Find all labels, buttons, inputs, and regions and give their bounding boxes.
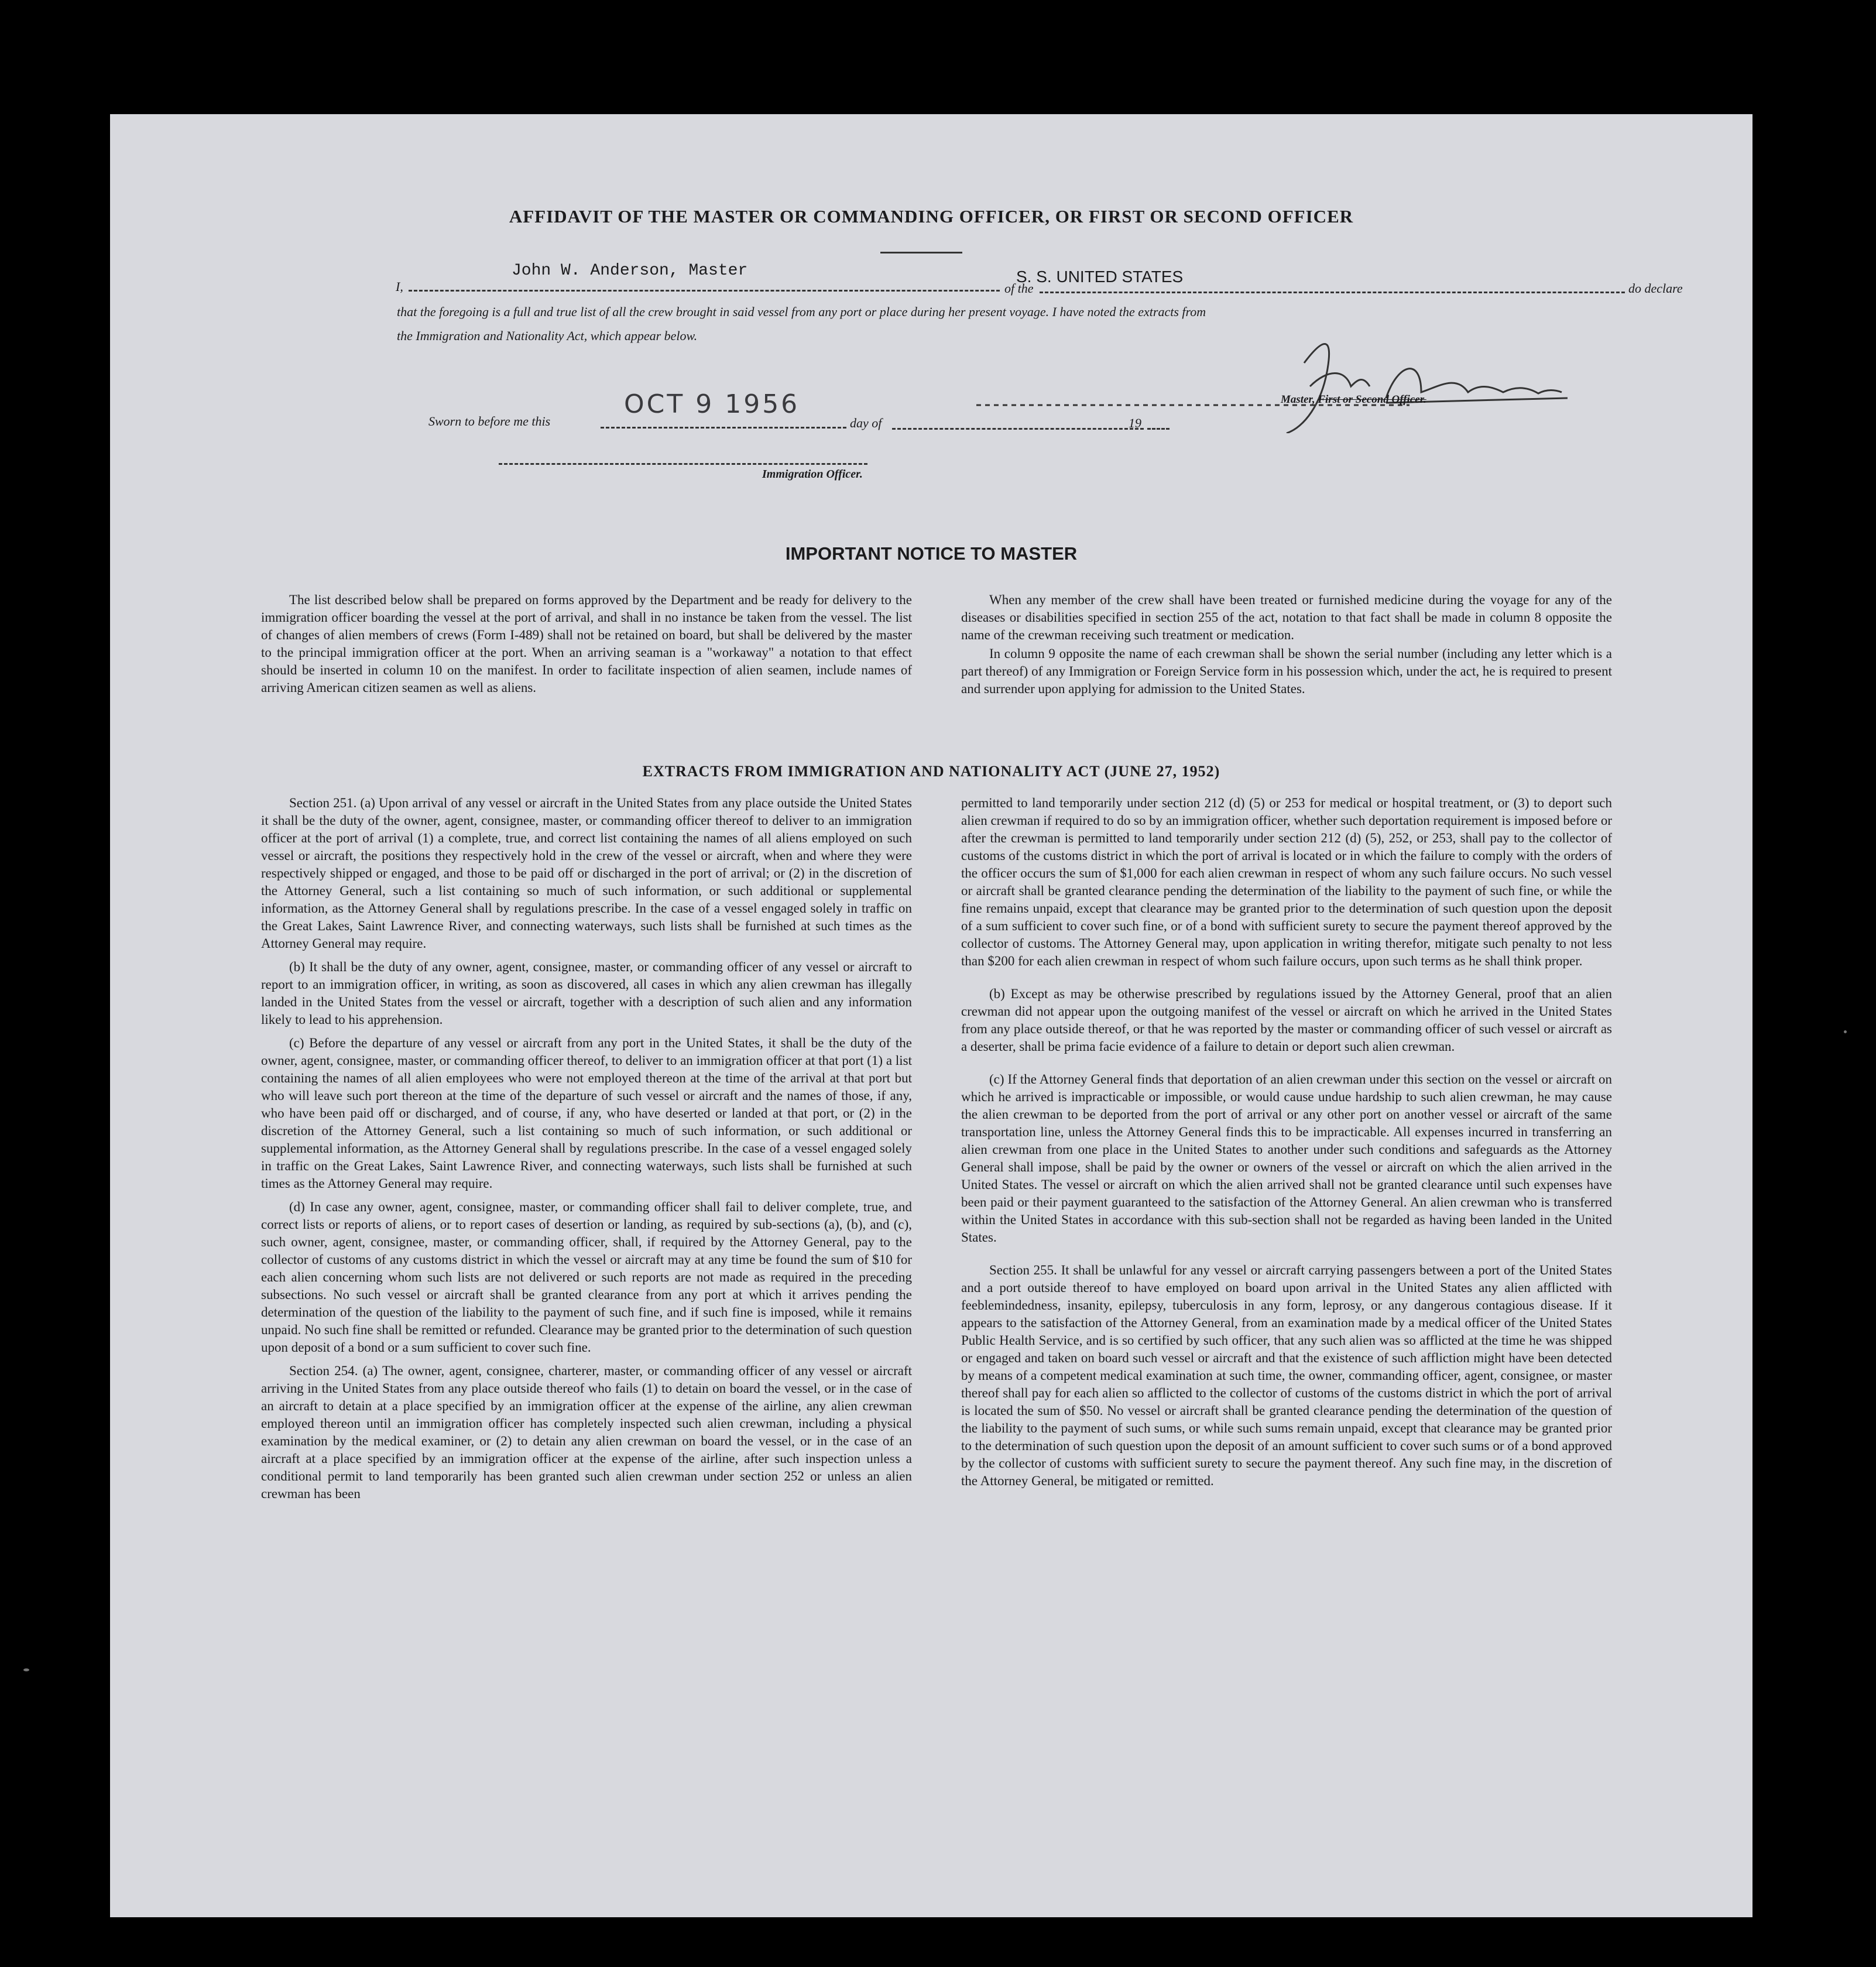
- document-page: [110, 114, 1752, 1917]
- year-label: 19: [1129, 416, 1141, 430]
- extract-section-254c: (c) If the Attorney General finds that deportation of an alien crewman under this section on the vessel or aircraft on which he arrived is impracticable or impossible, or would cause undue hardship to such alien crewman, he may cause the alien crewman to be deported from the port of arrival or any other port on another vessel or aircraft of the same transportation line, unless the Attorney General finds this to be impracticable. All expenses incurred in transferring an alien crewman from one place in the United States to another under such conditions and safeguards as the Attorney General shall impose, shall be paid by the owner or owners of the vessel or aircraft on which the alien arrived in the United States. The vessel or aircraft on which the alien arrived shall not be granted clearance until such expenses have been paid or their payment guaranteed to the satisfaction of the Attorney General. An alien crewman who is transferred within the United States in accordance with this sub-section shall not be regarded as having been landed in the United States.: [961, 1072, 1612, 1245]
- immigration-officer-label: Immigration Officer.: [762, 468, 863, 481]
- signature-caption: [1281, 393, 1426, 406]
- scan-speck: [23, 1668, 29, 1671]
- extract-section-255: Section 255. It shall be unlawful for any vessel or aircraft carrying passengers between a port of the United States and a port outside thereof to have employed on board upon arrival in the United States any alien afflicted with feeblemindedness, insanity, epilepsy, tuberculosis in any form, leprosy, or any dangerous contagious disease. If it appears to the satisfaction of the Attorney General, from an examination made by a medical officer of the United States Public Health Service, and is so certified by such officer, that any such alien was so afflicted at the time he was shipped or engaged and taken on board such vessel or aircraft and that the existence of such affliction might have been detected by means of a competent medical examination at such time, the owner, commanding officer, agent, consignee, or master thereof shall pay for each alien so afflicted to the collector of customs of the customs district in which the port of arrival is located the sum of $50. No vessel or aircraft shall be granted clearance pending the determination of the question of the liability to the payment of such sums, or while such sums remain unpaid, except that clearance may be granted prior to the determination of such question upon the deposit of an amount sufficient to cover such sums or of a bond approved by the collector of customs with sufficient surety to secure the payment thereof. Any such fine may, in the discretion of the Attorney General, be mitigated or remitted.: [961, 1263, 1612, 1488]
- extracts-right-column: [961, 794, 1612, 1496]
- notice-left-paragraph: The list described below shall be prepared on forms approved by the Department and be ready for delivery to the immigration officer boarding the vessel at the port of arrival, and shall in no instance be taken from the vessel. The list of changes of alien members of crews (Form I-489) shall not be retained on board, but shall be delivered by the master to the principal immigration officer at the port. When an arriving seaman is a "workaway" a notation to that effect should be inserted in column 10 on the manifest. In order to facilitate inspection of alien seamen, include names of arriving American citizen seamen as well as aliens.: [261, 592, 912, 695]
- extract-section-251c: (c) Before the departure of any vessel or aircraft from any port in the United States, it shall be the duty of the owner, agent, consignee, master, or commanding officer thereof, to deliver to an immigration officer at that port (1) a list containing the names of all alien employees who were not employed thereon at the time of the arrival at that port but who will leave such port thereon at the time of the departure of such vessel or aircraft and the names of those, if any, who have been paid off or discharged, and of course, if any, who have deserted or landed at that port, or (2) in the discretion of the Attorney General, such a list containing so much of such information, or such additional or supplemental information, as the Attorney General shall by regulations prescribe. In the case of a vessel engaged solely in traffic on the Great Lakes, Saint Lawrence River, and connecting waterways, such lists shall be furnished at such times as the Attorney General may require.: [261, 1036, 912, 1191]
- vessel-name-line: [1040, 292, 1625, 293]
- extract-section-251b: (b) It shall be the duty of any owner, agent, consignee, master, or commanding officer of any vessel or aircraft to report to an immigration officer, in writing, as soon as discovered, all cases in which any alien crewman has illegally landed in the United States from the vessel or aircraft, together with a description of such alien and any information likely to lead to his apprehension.: [261, 959, 912, 1027]
- year-line: [1147, 428, 1170, 430]
- notice-right-paragraph-1: When any member of the crew shall have been treated or furnished medicine during the voyage for any of the diseases or disabilities specified in section 255 of the act, notation to that fact shall be made in column 8 opposite the name of the crewman receiving such treatment or medication.: [961, 592, 1612, 642]
- extract-section-251a: Section 251. (a) Upon arrival of any vessel or aircraft in the United States from any place outside the United States it shall be the duty of the owner, agent, consignee, master, or commanding officer thereof to deliver to an immigration officer at the port of arrival (1) a complete, true, and correct list containing the names of all aliens employed on such vessel or aircraft, the positions they respectively hold in the crew of the vessel or aircraft, when and where they were respectively shipped or engaged, and those to be paid off or discharged in the port of arrival; or (2) in the discretion of the Attorney General, such a list containing so much of such information, or such additional or supplemental information, as the Attorney General shall by regulations prescribe. In the case of a vessel engaged solely in traffic on the Great Lakes, Saint Lawrence River, and connecting waterways, such lists shall be furnished at such times as the Attorney General may require.: [261, 796, 912, 951]
- extract-section-254b: (b) Except as may be otherwise prescribed by regulations issued by the Attorney General, proof that an alien crewman did not appear upon the outgoing manifest of the vessel or aircraft on which he arrived in the United States from any place outside thereof, or that he was reported by the master or commanding officer of such vessel or aircraft as a deserter, shall be prima facie evidence of a failure to detain or deport such alien crewman.: [961, 986, 1612, 1054]
- affidavit-title: AFFIDAVIT OF THE MASTER OR COMMANDING OFFICER, OR FIRST OR SECOND OFFICER: [509, 206, 1354, 227]
- signature-caption-struck: First or Second Officer.: [1318, 393, 1426, 406]
- notice-right-column: [961, 591, 1612, 704]
- notice-left-column: [261, 591, 912, 702]
- do-declare-label: do declare: [1628, 281, 1683, 296]
- title-underline: [880, 252, 962, 253]
- immigration-officer-line: [499, 463, 867, 465]
- month-line: [892, 428, 1144, 430]
- of-the-label: of the: [1004, 281, 1034, 296]
- notice-right-paragraph-2: In column 9 opposite the name of each crewman shall be shown the serial number (including any letter which is a part thereof) of any Immigration or Foreign Service form in his possession which, under the act, he is required to present and surrender upon applying for admission to the United States.: [961, 646, 1612, 696]
- master-signature: [976, 328, 1573, 433]
- extracts-title: EXTRACTS FROM IMMIGRATION AND NATIONALITY ACT (JUNE 27, 1952): [642, 763, 1220, 780]
- day-of-label: day of: [850, 416, 882, 430]
- notice-title: IMPORTANT NOTICE TO MASTER: [785, 543, 1078, 564]
- sworn-label: Sworn to before me this: [428, 414, 551, 429]
- extract-section-254a: Section 254. (a) The owner, agent, consignee, charterer, master, or commanding officer of any vessel or aircraft arriving in the United States from any place outside thereof who fails (1) to detain on board the vessel, or in the case of an aircraft to detain at a place specified by an immigration officer at the expense of the airline, any alien crewman employed thereon until an immigration officer has completely inspected such alien crewman, including a physical examination by the medical examiner, or (2) to detain any alien crewman on board the vessel, or in the case of an aircraft at a place specified by an immigration officer at the expense of the airline, after such inspection unless a conditional permit to land temporarily has been granted such alien crewman under section 252 or unless an alien crewman has been: [261, 1363, 912, 1501]
- extract-section-251d: (d) In case any owner, agent, consignee, master, or commanding officer shall fail to deliver complete, true, and correct lists or reports of aliens, or to report cases of desertion or landing, as required by sub-sections (a), (b), and (c), such owner, agent, consignee, master, or commanding officer, shall, if required by the Attorney General, pay to the collector of customs of any customs district in which the vessel or aircraft may at any time be found the sum of $10 for each alien concerning whom such lists are not delivered or such reports are not made as required in the preceding subsections. No such vessel or aircraft shall be granted clearance from any port at which it arrives pending the determination of the question of the liability to the payment of such fine, and if such fine is imposed, while it remains unpaid. No such fine shall be remitted or refunded. Clearance may be granted prior to the determination of such question upon deposit of a bond or a sum sufficient to cover such fine.: [261, 1200, 912, 1355]
- i-label: I,: [396, 279, 403, 294]
- extracts-left-column: [261, 794, 912, 1509]
- master-name-line: [409, 290, 1000, 292]
- scan-speck: [1844, 1030, 1847, 1033]
- sworn-day-line: [601, 427, 846, 429]
- extract-section-254a-cont: permitted to land temporarily under section 212 (d) (5) or 253 for medical or hospital treatment, or (3) to deport such alien crewman if required to do so by an immigration officer, whether such deportation requirement is imposed before or after the crewman is permitted to land temporarily under section 212 (d) (5), 252, or 253, shall pay to the collector of customs of the customs district in which the port of arrival is located or in which the failure to comply with the orders of the officer occurs the sum of $1,000 for each alien crewman in respect of whom any such failure occurs. No such vessel or aircraft shall be granted clearance pending the determination of the liability to the payment of such fine, or while the fine remains unpaid, except that clearance may be granted prior to the determination of such question upon the deposit of a sum sufficient to cover such fine, or of a bond with sufficient surety to secure the payment thereof approved by the collector of customs. The Attorney General may, upon application in writing therefor, mitigate such penalty to not less than $200 for each alien crewman in respect of whom such failure occurs, upon such terms as he shall think proper.: [961, 796, 1612, 968]
- vessel-name-field: S. S. UNITED STATES: [1016, 268, 1184, 286]
- declaration-line-1: that the foregoing is a full and true list of all the crew brought in said vessel from any port or place during her present voyage. I have noted the extracts from: [397, 304, 1206, 319]
- signature-caption-master: Master,: [1281, 393, 1315, 406]
- date-stamp: OCT 9 1956: [624, 389, 800, 419]
- declaration-line-2: the Immigration and Nationality Act, which appear below.: [397, 328, 698, 343]
- master-name-field: John W. Anderson, Master: [512, 262, 748, 280]
